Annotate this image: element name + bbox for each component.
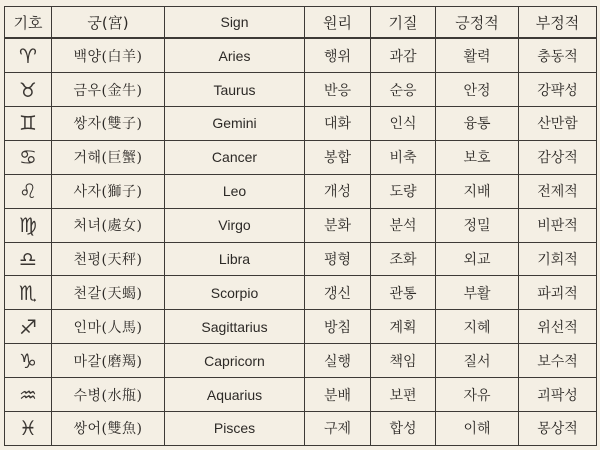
house-cell: 천갈(天蝎) <box>52 276 165 310</box>
header-negative: 부정적 <box>519 7 597 39</box>
header-symbol: 기호 <box>5 7 52 39</box>
negative-cell: 강퍅성 <box>519 73 597 107</box>
table-row <box>5 242 597 276</box>
positive-cell: 지배 <box>436 174 519 208</box>
temperament-cell: 비축 <box>371 140 436 174</box>
table-row <box>5 378 597 412</box>
negative-cell: 몽상적 <box>519 411 597 445</box>
temperament-cell: 분석 <box>371 208 436 242</box>
positive-cell: 안정 <box>436 73 519 107</box>
negative-cell: 기회적 <box>519 242 597 276</box>
temperament-cell: 조화 <box>371 242 436 276</box>
table-row <box>5 310 597 344</box>
sagittarius-icon: ♐︎ <box>5 310 52 344</box>
header-positive: 긍정적 <box>436 7 519 39</box>
negative-cell: 보수적 <box>519 344 597 378</box>
negative-cell: 괴팍성 <box>519 378 597 412</box>
positive-cell: 외교 <box>436 242 519 276</box>
house-cell: 인마(人馬) <box>52 310 165 344</box>
positive-cell: 융통 <box>436 106 519 140</box>
house-cell: 거해(巨蟹) <box>52 140 165 174</box>
sign-cell: Aries <box>165 38 305 73</box>
house-cell: 금우(金牛) <box>52 73 165 107</box>
house-cell: 천평(天秤) <box>52 242 165 276</box>
sign-cell: Gemini <box>165 106 305 140</box>
negative-cell: 위선적 <box>519 310 597 344</box>
principle-cell: 방침 <box>305 310 371 344</box>
temperament-cell: 책임 <box>371 344 436 378</box>
principle-cell: 분배 <box>305 378 371 412</box>
table-row <box>5 38 597 73</box>
positive-cell: 지혜 <box>436 310 519 344</box>
negative-cell: 감상적 <box>519 140 597 174</box>
sign-cell: Scorpio <box>165 276 305 310</box>
table-row <box>5 208 597 242</box>
zodiac-table <box>4 6 597 446</box>
positive-cell: 자유 <box>436 378 519 412</box>
house-cell: 쌍자(雙子) <box>52 106 165 140</box>
capricorn-icon: ♑︎ <box>5 344 52 378</box>
positive-cell: 활력 <box>436 38 519 73</box>
temperament-cell: 합성 <box>371 411 436 445</box>
negative-cell: 파괴적 <box>519 276 597 310</box>
principle-cell: 갱신 <box>305 276 371 310</box>
principle-cell: 행위 <box>305 38 371 73</box>
temperament-cell: 보편 <box>371 378 436 412</box>
table-row <box>5 411 597 445</box>
principle-cell: 봉합 <box>305 140 371 174</box>
positive-cell: 부활 <box>436 276 519 310</box>
principle-cell: 개성 <box>305 174 371 208</box>
negative-cell: 비판적 <box>519 208 597 242</box>
sign-cell: Pisces <box>165 411 305 445</box>
house-cell: 백양(白羊) <box>52 38 165 73</box>
positive-cell: 정밀 <box>436 208 519 242</box>
house-cell: 사자(獅子) <box>52 174 165 208</box>
temperament-cell: 인식 <box>371 106 436 140</box>
header-temperament: 기질 <box>371 7 436 39</box>
header-principle: 원리 <box>305 7 371 39</box>
sign-cell: Virgo <box>165 208 305 242</box>
table-row <box>5 344 597 378</box>
table-header-row <box>5 7 597 39</box>
temperament-cell: 과감 <box>371 38 436 73</box>
temperament-cell: 도량 <box>371 174 436 208</box>
house-cell: 수병(水甁) <box>52 378 165 412</box>
house-cell: 쌍어(雙魚) <box>52 411 165 445</box>
table-row <box>5 276 597 310</box>
aquarius-icon: ♒︎ <box>5 378 52 412</box>
table-row <box>5 140 597 174</box>
leo-icon: ♌︎ <box>5 174 52 208</box>
temperament-cell: 관통 <box>371 276 436 310</box>
temperament-cell: 순응 <box>371 73 436 107</box>
positive-cell: 질서 <box>436 344 519 378</box>
sign-cell: Capricorn <box>165 344 305 378</box>
positive-cell: 이해 <box>436 411 519 445</box>
header-house: 궁(宮) <box>52 7 165 39</box>
gemini-icon: ♊︎ <box>5 106 52 140</box>
table-row <box>5 73 597 107</box>
principle-cell: 구제 <box>305 411 371 445</box>
cancer-icon: ♋︎ <box>5 140 52 174</box>
principle-cell: 평형 <box>305 242 371 276</box>
taurus-icon: ♉︎ <box>5 73 52 107</box>
negative-cell: 전제적 <box>519 174 597 208</box>
principle-cell: 반응 <box>305 73 371 107</box>
principle-cell: 대화 <box>305 106 371 140</box>
table-row <box>5 106 597 140</box>
principle-cell: 실행 <box>305 344 371 378</box>
pisces-icon: ♓︎ <box>5 411 52 445</box>
sign-cell: Libra <box>165 242 305 276</box>
principle-cell: 분화 <box>305 208 371 242</box>
house-cell: 처녀(處女) <box>52 208 165 242</box>
sign-cell: Leo <box>165 174 305 208</box>
house-cell: 마갈(磨羯) <box>52 344 165 378</box>
sign-cell: Cancer <box>165 140 305 174</box>
table-row <box>5 174 597 208</box>
sign-cell: Taurus <box>165 73 305 107</box>
temperament-cell: 계획 <box>371 310 436 344</box>
virgo-icon: ♍︎ <box>5 208 52 242</box>
header-sign: Sign <box>165 7 305 39</box>
negative-cell: 충동적 <box>519 38 597 73</box>
scorpio-icon: ♏︎ <box>5 276 52 310</box>
positive-cell: 보호 <box>436 140 519 174</box>
libra-icon: ♎︎ <box>5 242 52 276</box>
sign-cell: Aquarius <box>165 378 305 412</box>
aries-icon: ♈︎ <box>5 38 52 73</box>
sign-cell: Sagittarius <box>165 310 305 344</box>
negative-cell: 산만함 <box>519 106 597 140</box>
